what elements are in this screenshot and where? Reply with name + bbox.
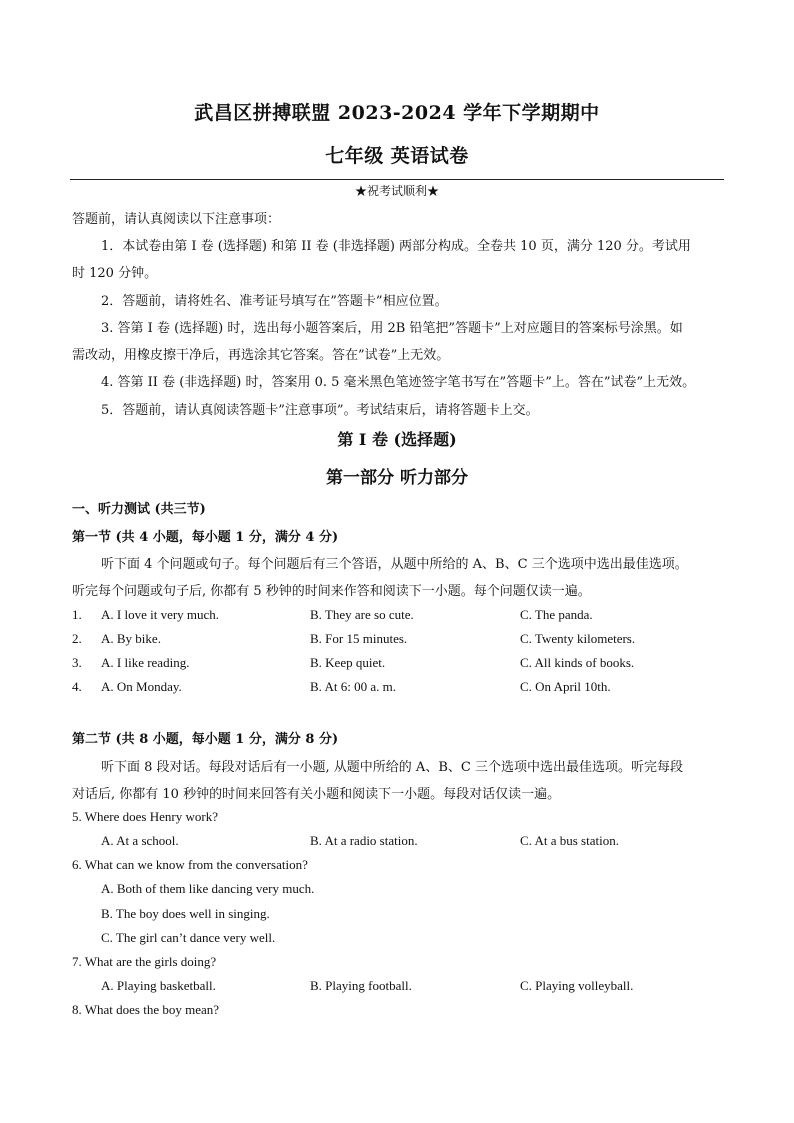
good-luck-note: ★祝考试顺利★ [354,184,439,198]
exam-subtitle: 七年级 英语试卷 [325,145,469,167]
notice-intro: 答题前，请认真阅读以下注意事项： [72,212,281,227]
option-c: C. Playing volleyball. [520,978,634,993]
question-number: 3. [72,655,82,670]
option-b: B. At 6: 00 a. m. [310,679,396,694]
option-b: B. Playing football. [310,978,412,993]
notice-item-1: 1．本试卷由第 I 卷 (选择题) 和第 II 卷 (非选择题) 两部分构成。全卷共 10 页，满分 120 分。考试用 [101,239,691,254]
notice-item-4: 4. 答第 II 卷 (非选择题) 时，答案用 0. 5 毫米黑色笔迹签字笔书写在”答题卡”上。答在”试卷”上无效。 [101,375,696,390]
option-c: C. The girl can’t dance very well. [101,930,276,945]
question-stem: 7. What are the girls doing? [72,954,217,969]
option-a: A. Both of them like dancing very much. [101,881,315,896]
exam-title: 武昌区拼搏联盟 2023-2024 学年下学期期中 [194,102,600,124]
option-c: C. At a bus station. [520,833,619,848]
option-a: A. I like reading. [101,655,190,670]
question-number: 2. [72,631,82,646]
section2-instructions: 听下面 8 段对话。每段对话后有一小题, 从题中所给的 A、B、C 三个选项中选出最佳选项。听完每段 [101,760,683,775]
section2-heading: 第二节 (共 8 小题，每小题 1 分，满分 8 分) [72,732,339,747]
option-a: A. Playing basketball. [101,978,216,993]
option-a: A. At a school. [101,833,179,848]
option-c: C. The panda. [520,607,593,622]
question-stem: 5. Where does Henry work? [72,809,218,824]
option-a: A. I love it very much. [101,607,220,622]
option-c: C. All kinds of books. [520,655,635,670]
option-c: C. On April 10th. [520,679,611,694]
question-stem: 6. What can we know from the conversation? [72,857,308,872]
question-stem: 8. What does the boy mean? [72,1002,220,1017]
section2-instructions-cont: 对话后, 你都有 10 秒钟的时间来回答有关小题和阅读下一小题。每段对话仅读一遍。 [72,787,561,802]
option-a: A. On Monday. [101,679,182,694]
title-divider [70,179,724,180]
section1-instructions-cont: 听完每个问题或句子后, 你都有 5 秒钟的时间来作答和阅读下一小题。每个问题仅读一遍。 [72,584,591,599]
option-b: B. The boy does well in singing. [101,906,270,921]
listening-test-heading: 一、听力测试 (共三节) [72,502,206,517]
notice-item-3: 3. 答第 I 卷 (选择题) 时，选出每小题答案后，用 2B 铅笔把”答题卡”上对应题目的答案标号涂黑。如 [101,321,683,336]
section1-instructions: 听下面 4 个问题或句子。每个问题后有三个答语，从题中所给的 A、B、C 三个选项中选出最佳选项。 [101,557,688,572]
question-number: 1. [72,607,82,622]
option-b: B. For 15 minutes. [310,631,408,646]
option-b: B. At a radio station. [310,833,418,848]
notice-item-3-cont: 需改动，用橡皮擦干净后，再选涂其它答案。答在”试卷”上无效。 [72,348,450,363]
notice-item-1-cont: 时 120 分钟。 [72,266,158,281]
notice-item-5: 5．答题前，请认真阅读答题卡”注意事项”。考试结束后，请将答题卡上交。 [101,403,539,418]
option-c: C. Twenty kilometers. [520,631,636,646]
volume-heading: 第 I 卷 (选择题) [337,430,457,449]
option-b: B. Keep quiet. [310,655,386,670]
part-heading: 第一部分 听力部分 [326,468,468,488]
option-b: B. They are so cute. [310,607,414,622]
notice-item-2: 2．答题前，请将姓名、准考证号填写在”答题卡”相应位置。 [101,294,448,309]
section1-heading: 第一节 (共 4 小题，每小题 1 分，满分 4 分) [72,530,339,545]
question-number: 4. [72,679,82,694]
option-a: A. By bike. [101,631,161,646]
